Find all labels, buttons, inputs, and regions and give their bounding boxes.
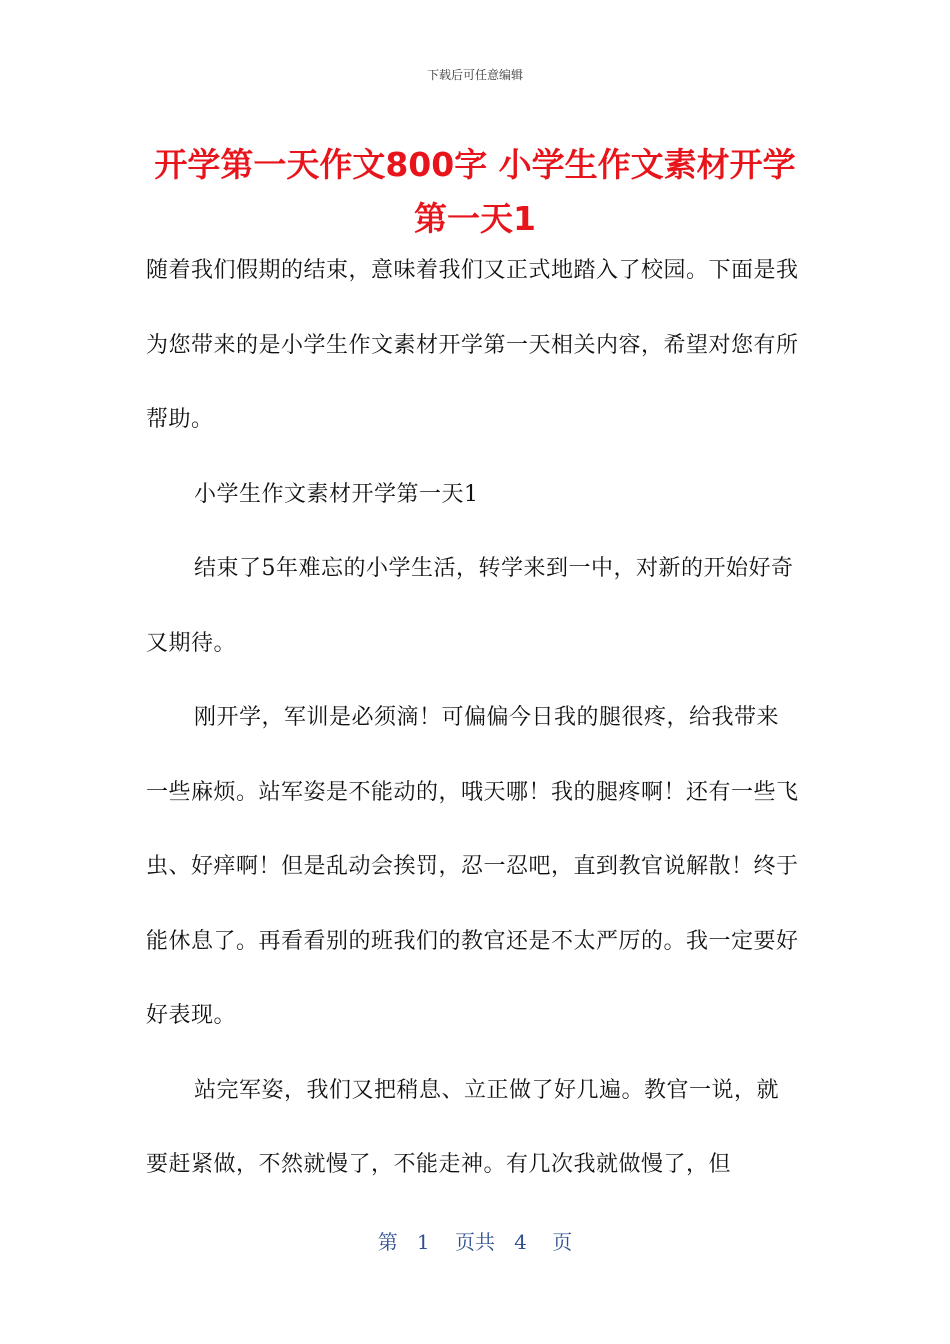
page-footer — [0, 1226, 950, 1255]
footer-prefix: 第 — [377, 1230, 398, 1254]
footer-suffix: 页 — [552, 1230, 573, 1254]
document-title: 开学第一天作文800字 小学生作文素材开学第一天1 — [154, 145, 796, 238]
paragraph-3: 站完军姿，我们又把稍息、立正做了好几遍。教官一说，就要赶紧做，不然就慢了，不能走神。有几次我就做慢了，但 — [146, 1077, 780, 1177]
document-body — [146, 234, 801, 1203]
header-note: 下载后可任意编辑 — [426, 68, 523, 82]
paragraph-1: 结束了5年难忘的小学生活，转学来到一中，对新的开始好奇又期待。 — [146, 556, 794, 656]
paragraph-subtitle: 小学生作文素材开学第一天1 — [194, 481, 479, 507]
paragraph-intro: 随着我们假期的结束，意味着我们又正式地踏入了校园。下面是我为您带来的是小学生作文素材开学第一天相关内容，希望对您有所帮助。 — [146, 258, 799, 432]
footer-current-page: 1 — [416, 1230, 430, 1254]
footer-total-pages: 4 — [514, 1230, 527, 1254]
paragraph-2: 刚开学，军训是必须滴！可偏偏今日我的腿很疼，给我带来一些麻烦。站军姿是不能动的，哦天哪！我的腿疼啊！还有一些飞虫、好痒啊！但是乱动会挨罚，忍一忍吧，直到教官说解散！终于能休息了。再看看别的班我们的教官还是不太严厉的。我一定要好好表现。 — [146, 705, 799, 1028]
footer-middle: 页共 — [455, 1230, 495, 1254]
